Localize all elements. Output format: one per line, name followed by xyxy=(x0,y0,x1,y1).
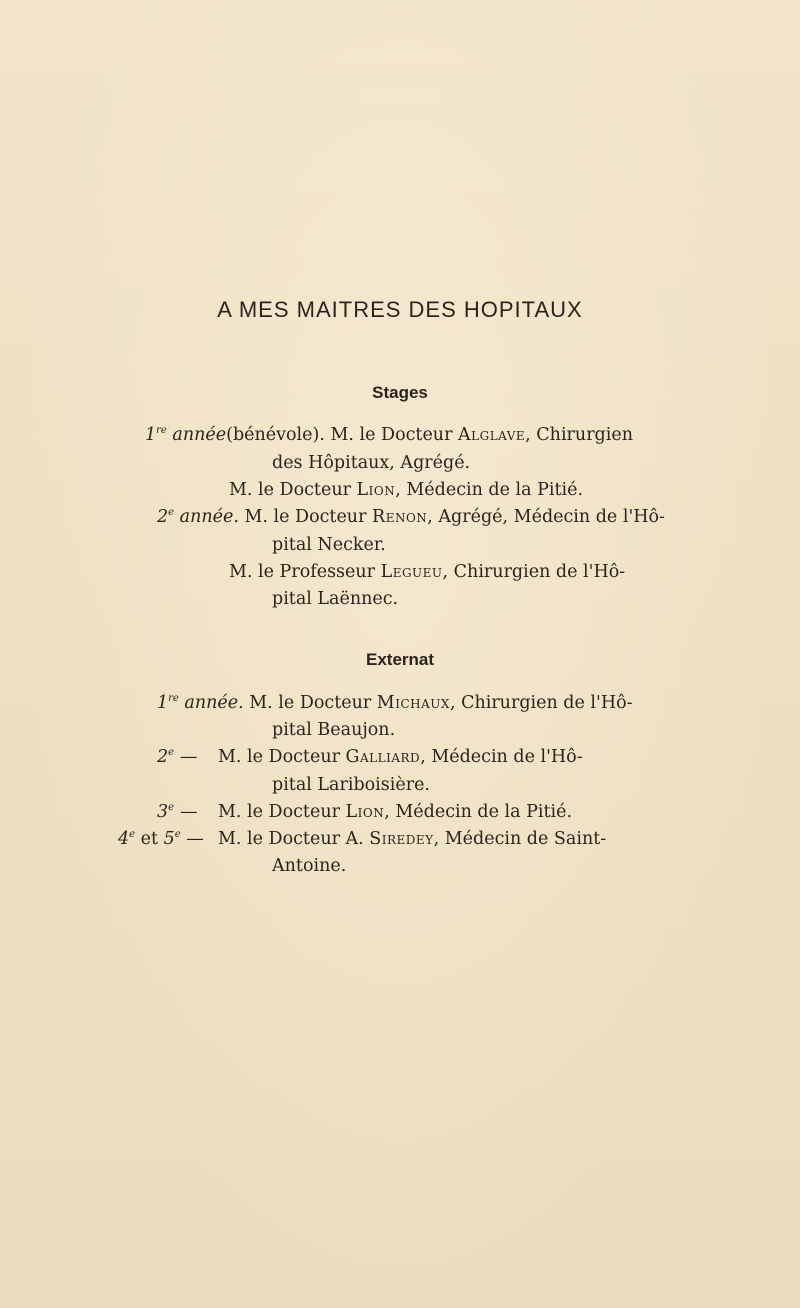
externat-1-line-2: pital Beaujon. xyxy=(272,720,396,740)
externat-2-dash: — xyxy=(180,747,198,767)
externat-2-line-2: pital Lariboisière. xyxy=(272,775,430,795)
stage-1-line-1: 1re année(bénévole). M. le Docteur Alglave, Chirurgien xyxy=(145,425,633,445)
doctor-name-alglave: Alglave xyxy=(458,425,526,445)
externat-3-dash: — xyxy=(180,802,198,822)
stage-1-line-3: M. le Docteur Lion, Médecin de la Pitié. xyxy=(229,480,584,500)
externat-4-5-line-2: Antoine. xyxy=(272,856,347,876)
externat-3-year: 3e xyxy=(157,802,175,822)
doctor-name-legueu: Legueu xyxy=(380,562,443,582)
doctor-name-lion: Lion xyxy=(356,480,396,500)
doctor-name-michaux: Michaux xyxy=(376,693,450,713)
externat-4-5-year: 4e et 5e — xyxy=(118,829,204,849)
doctor-name-renon: Renon xyxy=(372,507,428,527)
externat-1-year: 1re année. xyxy=(157,693,244,713)
doctor-name-lion-2: Lion xyxy=(345,802,385,822)
externat-4-5-line-1: M. le Docteur A. Siredey, Médecin de Saint- xyxy=(218,829,607,849)
externat-3-line-1: M. le Docteur Lion, Médecin de la Pitié. xyxy=(218,802,573,822)
externat-4-5-dash: — xyxy=(186,829,204,849)
stage-1-extra: (bénévole). xyxy=(226,425,325,445)
stage-2-line-4: pital Laënnec. xyxy=(272,589,399,609)
externat-title: Externat xyxy=(365,650,435,669)
stage-2-line-3: M. le Professeur Legueu, Chirurgien de l'Hô- xyxy=(229,562,626,582)
doctor-name-siredey: Siredey xyxy=(369,829,434,849)
doctor-name-galliard: Galliard xyxy=(345,747,421,767)
stage-2-year: 2e année. xyxy=(157,507,239,527)
externat-1-line-1: 1re année. M. le Docteur Michaux, Chirurgien de l'Hô- xyxy=(157,693,633,713)
stage-2-line-2: pital Necker. xyxy=(272,535,386,555)
dedication-heading: A MES MAITRES DES HOPITAUX xyxy=(217,297,583,322)
stage-2-line-1: 2e année. M. le Docteur Renon, Agrégé, Médecin de l'Hô- xyxy=(157,507,665,527)
externat-2-line-1: M. le Docteur Galliard, Médecin de l'Hô- xyxy=(218,747,583,767)
stage-1-year: 1re année xyxy=(145,425,227,445)
stages-title: Stages xyxy=(372,383,428,402)
externat-2-year: 2e xyxy=(157,747,175,767)
stage-1-line-2: des Hôpitaux, Agrégé. xyxy=(272,453,471,473)
